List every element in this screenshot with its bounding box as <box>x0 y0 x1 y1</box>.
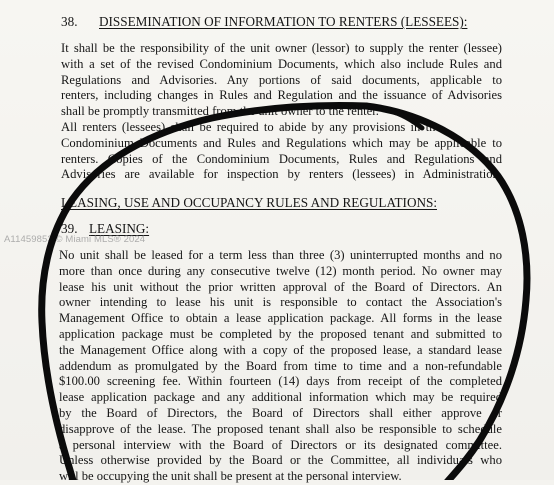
paragraph-line: shall be promptly transmitted from the unit owner to the renter. <box>61 104 379 119</box>
mls-watermark: A11459853 © Miami MLS® 2024 <box>4 234 146 245</box>
paragraph-line: with a set of the revised Condominium Documents, which also include Rules and <box>61 56 502 71</box>
paragraph-line: All renters (lessees) shall be required to abide by any provisions in the <box>61 119 441 134</box>
section-39-paragraph <box>59 248 502 485</box>
paragraph-line: Condominium Documents and Rules and Regulations which may be applicable to <box>61 135 502 150</box>
section-38-number: 38. <box>61 14 78 29</box>
section-38-paragraph <box>61 41 502 183</box>
paragraph-line: disapprove of the lease. The proposed tenant shall also be responsible to schedule <box>59 421 502 436</box>
paragraph-line: owner intending to lease his unit is responsible to contact the Association's <box>59 295 502 310</box>
paragraph-line: application package must be completed by the proposed tenant and submitted to <box>59 326 502 341</box>
paragraph-line: It shall be the responsibility of the unit owner (lessor) to supply the renter (lessee) <box>61 41 502 55</box>
paragraph-line: will be occupying the unit shall be present at the personal interview. <box>59 469 402 484</box>
paragraph-line: Management Office to obtain a lease application package. All forms in the lease <box>59 311 502 326</box>
section-39-title: LEASING: <box>89 221 150 236</box>
paragraph-line: Advisories are available for inspection by renters (lessees) in Administration. <box>61 167 502 182</box>
paragraph-line: lease his unit without the prior written approval of the Board of Directors. An <box>59 279 502 294</box>
section-38-title: DISSEMINATION OF INFORMATION TO RENTERS (LESSEES): <box>99 14 468 29</box>
paragraph-line: Unless otherwise provided by the Board or the Committee, all individuals who <box>59 453 502 468</box>
paragraph-line: more than once during any consecutive twelve (12) month period. No owner may <box>59 263 502 278</box>
article-heading <box>61 195 437 211</box>
paragraph-line: a personal interview with the Board of Directors or its designated committee. <box>59 437 502 452</box>
paragraph-line: lease application package and any additional information which may be required <box>59 390 502 405</box>
paragraph-line: by the Board of Directors, the Board of Directors shall either approve or <box>59 405 502 420</box>
section-39-number: 39. <box>61 221 78 236</box>
section-38-heading <box>61 14 467 30</box>
article-title: LEASING, USE AND OCCUPANCY RULES AND REGULATIONS: <box>61 195 437 210</box>
paragraph-line: addendum as promulgated by the Board from time to time and a non-refundable <box>59 358 502 373</box>
paragraph-line: renters. Copies of the Condominium Documents, Rules and Regulations and <box>61 151 502 166</box>
paragraph-line: the Management Office along with a copy of the proposed lease, a standard lease <box>59 342 502 357</box>
paragraph-line: $100.00 screening fee. Within fourteen (14) days from receipt of the completed <box>59 374 502 389</box>
paragraph-line: renters, including changes in Rules and Regulation and the issuance of Advisories <box>61 88 502 103</box>
paragraph-line: Regulations and Advisories. Any portions of said documents, applicable to <box>61 72 502 87</box>
paragraph-line: No unit shall be leased for a term less than three (3) uninterrupted months and no <box>59 248 502 262</box>
